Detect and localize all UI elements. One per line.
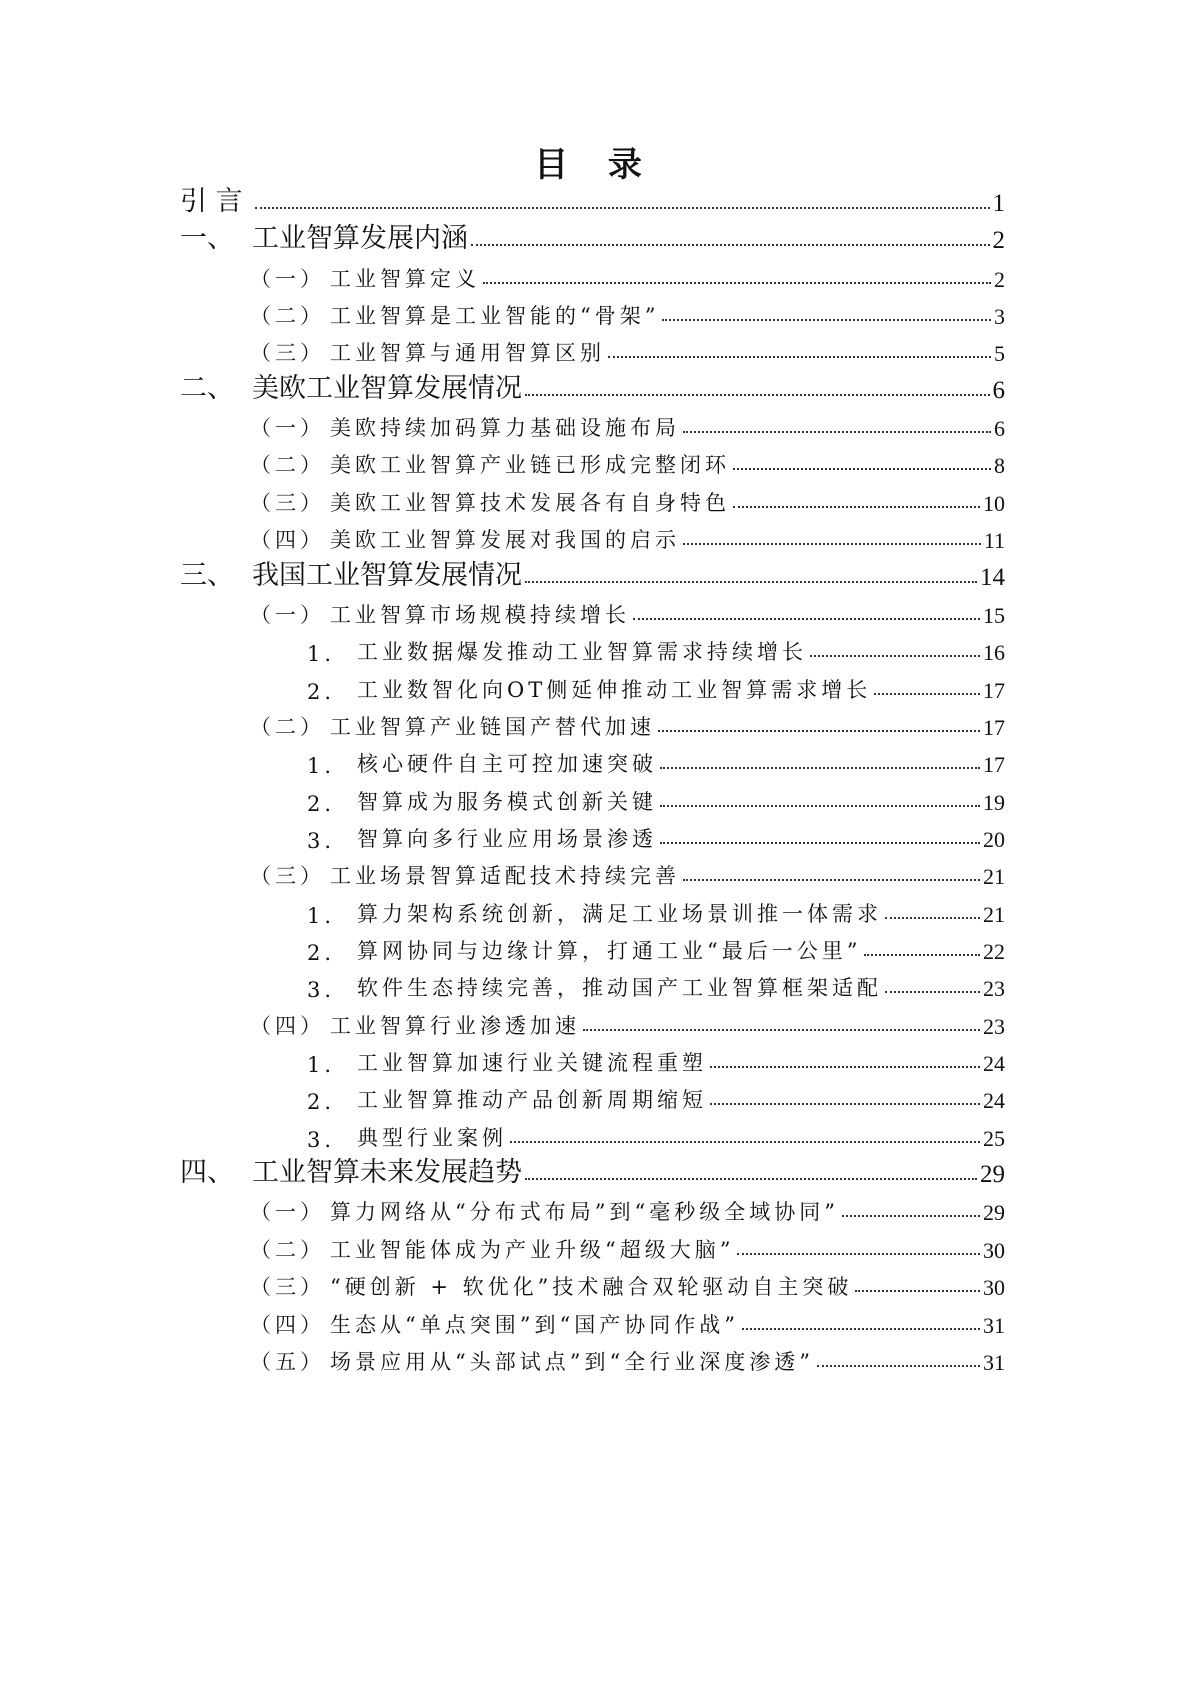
- toc-entry-title: 美欧工业智算发展情况: [252, 372, 522, 404]
- toc-entry-title: 工业智算是工业智能的“骨架”: [330, 304, 660, 329]
- toc-entry[interactable]: [307, 813, 1005, 853]
- toc-entry-number: （二）: [250, 304, 325, 329]
- toc-entry-title: 工业智算市场规模持续增长: [330, 602, 630, 627]
- toc-entry-page: 10: [983, 490, 1005, 516]
- toc-entry[interactable]: [307, 888, 1005, 928]
- toc-entry-number: 二、: [180, 372, 234, 404]
- toc-entry-title: 工业智算行业渗透加速: [330, 1013, 580, 1038]
- toc-entry-title: 美欧工业智算技术发展各有自身特色: [330, 490, 730, 515]
- toc-leader-dots: [683, 543, 981, 545]
- toc-leader-dots: [583, 1029, 980, 1031]
- toc-entry-title: 工业数智化向OT侧延伸推动工业智算需求增长: [357, 677, 872, 702]
- toc-entry-title: 智算向多行业应用场景渗透: [357, 826, 657, 851]
- toc-entry[interactable]: [250, 1186, 1005, 1226]
- toc-leader-dots: [525, 581, 977, 583]
- toc-entry-number: （四）: [250, 1013, 325, 1038]
- toc-entry-title: 工业智算未来发展趋势: [252, 1157, 522, 1189]
- toc-entry-page: 6: [992, 376, 1005, 404]
- toc-entry[interactable]: [250, 327, 1005, 367]
- toc-entry-page: 30: [983, 1237, 1005, 1263]
- toc-entry[interactable]: [250, 514, 1005, 554]
- toc-entry-page: 8: [994, 453, 1005, 479]
- toc-leader-dots: [885, 917, 980, 919]
- toc-entry[interactable]: [307, 664, 1005, 704]
- toc-entry[interactable]: [307, 1037, 1005, 1077]
- toc-entry-number: 2.: [307, 791, 336, 816]
- toc-entry-page: 11: [983, 528, 1005, 554]
- toc-entry-page: 14: [980, 563, 1005, 591]
- toc-leader-dots: [733, 506, 980, 508]
- toc-entry-number: 引 言: [180, 186, 243, 217]
- toc-entry-page: 29: [983, 1200, 1005, 1226]
- toc-leader-dots: [662, 319, 991, 321]
- toc-entry-title: 工业智算与通用智算区别: [330, 341, 605, 366]
- toc-entry-number: （二）: [250, 453, 325, 478]
- toc-entry-page: 3: [994, 304, 1005, 330]
- toc-entry-title: 算网协同与边缘计算，打通工业“最后一公里”: [357, 939, 862, 963]
- toc-entry-page: 20: [983, 826, 1005, 852]
- toc-entry-title: 美欧持续加码算力基础设施布局: [330, 416, 680, 441]
- toc-entry-number: 1.: [307, 1053, 336, 1078]
- toc-leader-dots: [710, 1066, 980, 1068]
- toc-entry-number: （三）: [250, 1275, 325, 1300]
- toc-leader-dots: [864, 954, 980, 956]
- toc-entry-page: 22: [983, 939, 1005, 964]
- toc-entry[interactable]: [307, 776, 1005, 816]
- toc-entry[interactable]: [307, 962, 1005, 1002]
- toc-entry-title: 美欧工业智算产业链已形成完整闭环: [330, 453, 730, 478]
- toc-leader-dots: [660, 842, 980, 844]
- toc-entry-page: 17: [983, 752, 1005, 778]
- toc-entry-page: 29: [980, 1161, 1005, 1189]
- toc-leader-dots: [633, 618, 980, 620]
- toc-leader-dots: [483, 282, 991, 284]
- toc-entry-title: 工业场景智算适配技术持续完善: [330, 864, 680, 889]
- toc-entry-title: 典型行业案例: [357, 1125, 507, 1150]
- toc-entry-number: 1.: [307, 754, 336, 779]
- toc-entry-number: 1.: [307, 642, 336, 667]
- toc-entry-number: （四）: [250, 1312, 325, 1337]
- toc-leader-dots: [660, 767, 980, 769]
- toc-entry[interactable]: [307, 925, 1005, 965]
- toc-entry[interactable]: [180, 1149, 1005, 1189]
- toc-entry-title: 工业智能体成为产业升级“超级大脑”: [330, 1237, 735, 1262]
- toc-entry-number: 2.: [307, 941, 336, 965]
- toc-entry[interactable]: [250, 589, 1005, 629]
- toc-entry[interactable]: [307, 626, 1005, 666]
- toc-entry-title: 核心硬件自主可控加速突破: [357, 752, 657, 777]
- toc-leader-dots: [510, 1141, 980, 1143]
- toc-entry-title: 工业智算发展内涵: [252, 223, 468, 255]
- toc-entry-page: 17: [983, 714, 1005, 740]
- toc-entry-page: 31: [983, 1349, 1005, 1375]
- toc-leader-dots: [737, 1253, 980, 1255]
- toc-leader-dots: [525, 1178, 977, 1180]
- toc-entry-page: 24: [983, 1051, 1005, 1077]
- toc-entry[interactable]: [250, 1224, 1005, 1264]
- toc-leader-dots: [874, 693, 980, 695]
- toc-entry[interactable]: [250, 439, 1005, 479]
- toc-entry-number: 3.: [307, 978, 336, 1003]
- toc-entry-page: 15: [983, 602, 1005, 628]
- toc-entry-number: 2.: [307, 1090, 336, 1115]
- toc-entry[interactable]: [250, 290, 1005, 330]
- toc-entry-title: “硬创新 + 软优化”技术融合双轮驱动自主突破: [330, 1275, 853, 1300]
- toc-entry-page: 23: [983, 976, 1005, 1002]
- toc-entry-page: 23: [983, 1013, 1005, 1039]
- toc-entry[interactable]: [250, 701, 1005, 741]
- toc-entry-title: 算力网络从“分布式布局”到“毫秒级全域协同”: [330, 1200, 839, 1225]
- toc-entry-title: 工业智算定义: [330, 266, 480, 291]
- toc-entry-number: （四）: [250, 528, 325, 553]
- toc-entry[interactable]: [180, 178, 1005, 218]
- toc-leader-dots: [683, 431, 991, 433]
- toc-leader-dots: [817, 1365, 980, 1367]
- toc-entry-number: 3.: [307, 828, 336, 853]
- toc-entry-title: 我国工业智算发展情况: [252, 559, 522, 591]
- toc-entry-number: 一、: [180, 223, 234, 255]
- toc-leader-dots: [710, 1103, 980, 1105]
- toc-entry[interactable]: [250, 1261, 1005, 1301]
- toc-entry-number: （一）: [250, 416, 325, 441]
- toc-leader-dots: [733, 468, 991, 470]
- page-title: 目 录: [534, 145, 656, 185]
- toc-entry-page: 30: [983, 1275, 1005, 1301]
- toc-entry[interactable]: [250, 477, 1005, 517]
- toc-leader-dots: [885, 991, 980, 993]
- toc-entry[interactable]: [180, 552, 1005, 592]
- toc-entry-number: （一）: [250, 602, 325, 627]
- toc-entry-page: 25: [983, 1125, 1005, 1151]
- toc-entry-page: 5: [994, 341, 1005, 367]
- toc-entry-number: （三）: [250, 490, 325, 515]
- toc-entry-page: 19: [983, 789, 1005, 815]
- toc-entry-page: 2: [992, 227, 1005, 255]
- toc-leader-dots: [855, 1290, 980, 1292]
- toc-entry-number: （三）: [250, 341, 325, 366]
- toc-entry-number: （五）: [250, 1349, 325, 1374]
- toc-entry[interactable]: [307, 738, 1005, 778]
- toc-leader-dots: [255, 207, 990, 209]
- toc-entry-number: 2.: [307, 679, 336, 704]
- toc-entry-page: 17: [983, 677, 1005, 703]
- toc-entry-title: 工业智算推动产品创新周期缩短: [357, 1088, 707, 1113]
- toc-entry-page: 16: [983, 640, 1005, 666]
- toc-entry-page: 2: [994, 266, 1005, 292]
- toc-entry[interactable]: [180, 365, 1005, 405]
- toc-entry-page: 21: [983, 864, 1005, 890]
- toc-entry[interactable]: [250, 402, 1005, 442]
- toc-entry-page: 21: [983, 901, 1005, 927]
- toc-entry-page: 24: [983, 1088, 1005, 1114]
- toc-entry[interactable]: [180, 215, 1005, 255]
- toc-entry-title: 工业智算产业链国产替代加速: [330, 714, 655, 739]
- toc-leader-dots: [608, 356, 991, 358]
- toc-entry-title: 场景应用从“头部试点”到“全行业深度渗透”: [330, 1349, 814, 1374]
- toc-entry-page: 6: [994, 416, 1005, 442]
- toc-entry-title: 美欧工业智算发展对我国的启示: [330, 528, 680, 553]
- toc-entry[interactable]: [250, 1299, 1005, 1339]
- toc-entry[interactable]: [250, 253, 1005, 293]
- toc-entry[interactable]: [307, 1112, 1005, 1152]
- toc-entry-title: 工业智算加速行业关键流程重塑: [357, 1051, 707, 1076]
- toc-leader-dots: [660, 805, 980, 807]
- toc-entry[interactable]: [307, 1074, 1005, 1114]
- toc-entry-number: （三）: [250, 864, 325, 889]
- toc-entry-title: 工业数据爆发推动工业智算需求持续增长: [357, 640, 807, 665]
- toc-entry-number: （一）: [250, 1200, 325, 1225]
- toc-entry-page: 31: [983, 1312, 1005, 1338]
- toc-leader-dots: [742, 1328, 980, 1330]
- toc-entry-number: 1.: [307, 903, 336, 928]
- toc-entry-number: （一）: [250, 266, 325, 291]
- toc-entry-number: （二）: [250, 714, 325, 739]
- toc-entry[interactable]: [250, 1000, 1005, 1040]
- toc-entry-number: 3.: [307, 1127, 336, 1152]
- toc-leader-dots: [842, 1215, 980, 1217]
- toc-entry-title: 算力架构系统创新，满足工业场景训推一体需求: [357, 901, 882, 926]
- toc-entry-number: 四、: [180, 1157, 234, 1189]
- toc-entry-title: 软件生态持续完善，推动国产工业智算框架适配: [357, 976, 882, 1001]
- toc-leader-dots: [658, 730, 980, 732]
- toc-leader-dots: [525, 394, 990, 396]
- toc-entry-page: 1: [992, 190, 1005, 217]
- toc-entry[interactable]: [250, 850, 1005, 890]
- toc-entry-number: 三、: [180, 559, 234, 591]
- toc-entry-title: 智算成为服务模式创新关键: [357, 789, 657, 814]
- toc-leader-dots: [810, 655, 980, 657]
- toc-leader-dots: [683, 879, 980, 881]
- toc-entry[interactable]: [250, 1336, 1005, 1376]
- toc-leader-dots: [471, 244, 990, 246]
- toc-entry-number: （二）: [250, 1237, 325, 1262]
- toc-entry-title: 生态从“单点突围”到“国产协同作战”: [330, 1312, 739, 1337]
